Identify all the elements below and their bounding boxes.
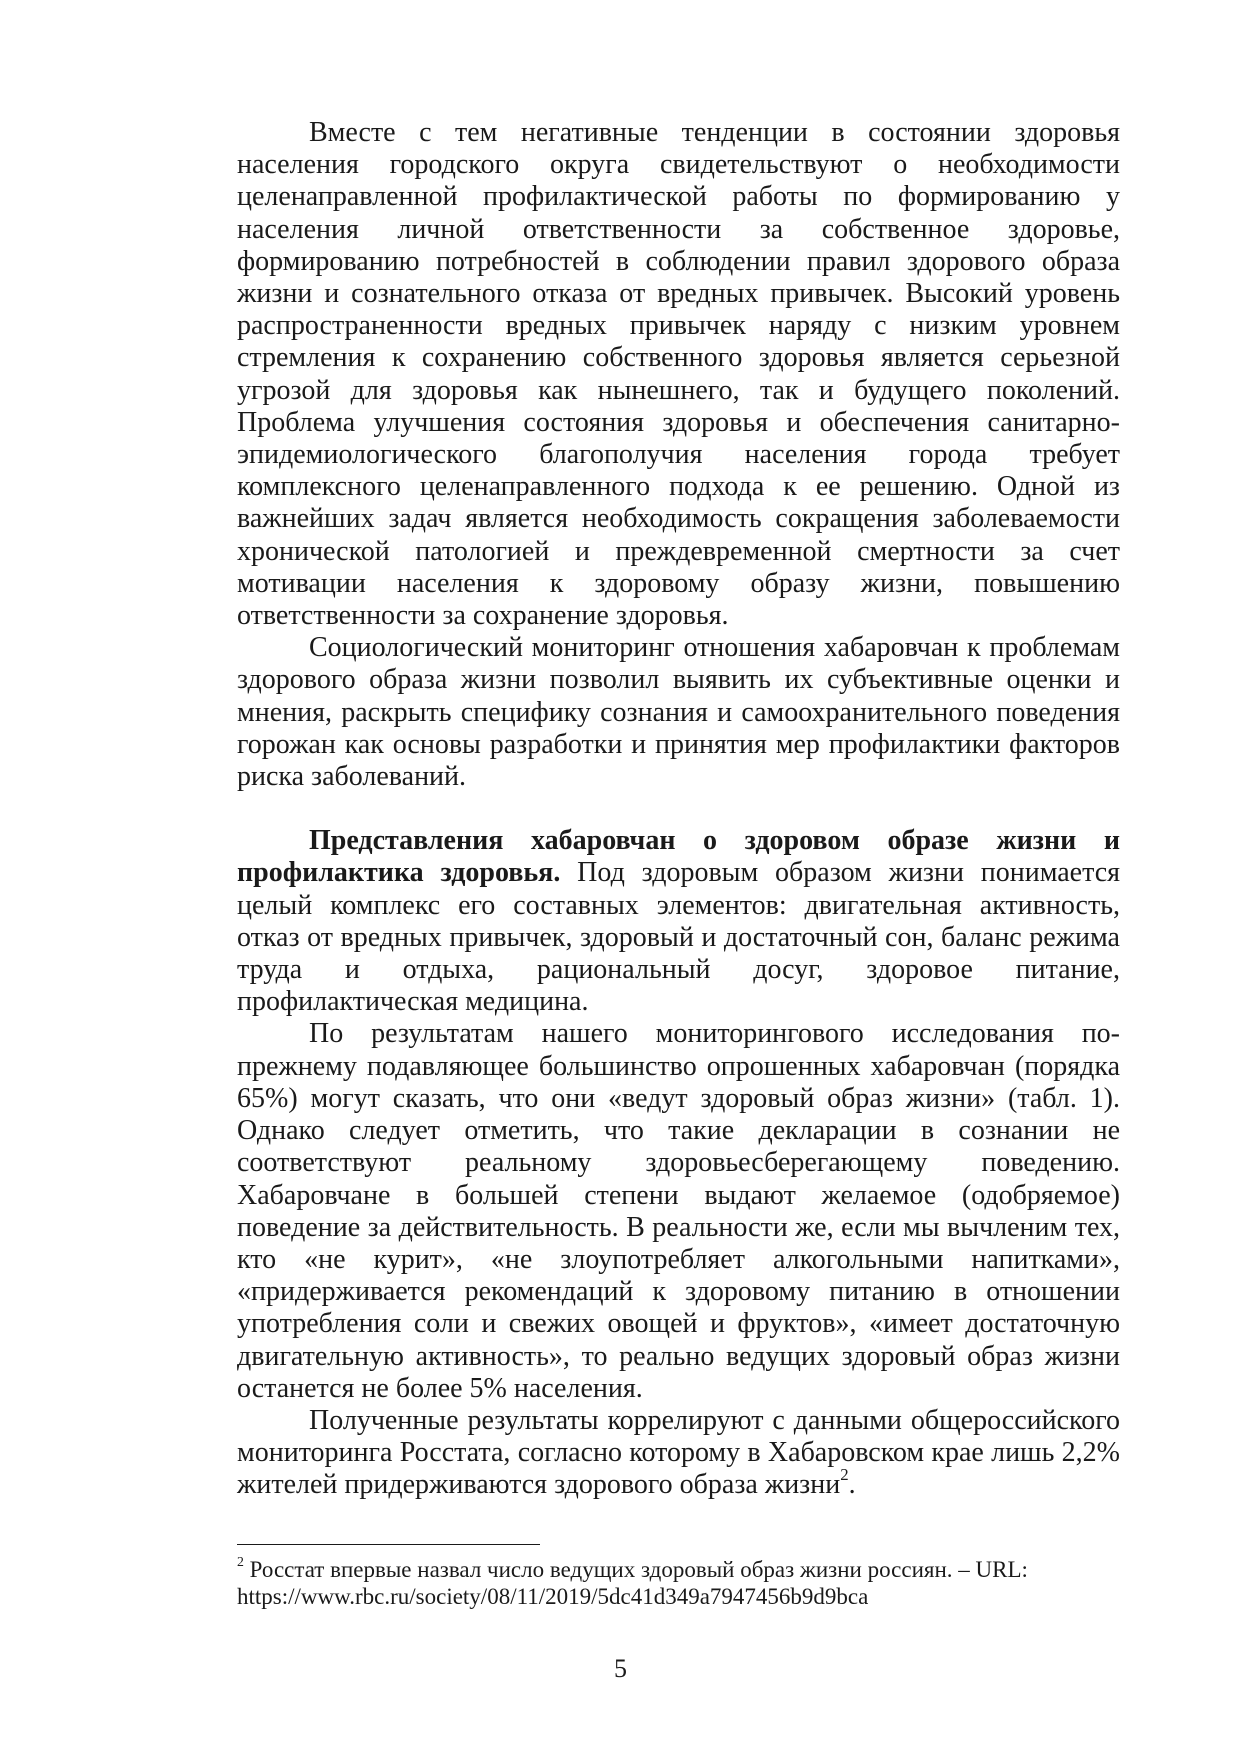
section-heading-continuation: Под здоровым образом жизни понимается целый комплекс его составных элементов: двигательная активность, отказ от вредных привычек, здоровый и достаточный сон, баланс режима труда и отдыха, рациональный досуг, здоровое питание, профилактическая медицина. — [237, 857, 1120, 1018]
footnote — [237, 1556, 1120, 1610]
paragraph-monitoring-results: По результатам нашего мониторингового исследования по-прежнему подавляющее большинство опрошенных хабаровчан (порядка 65%) могут сказать, что они «ведут здоровый образ жизни» (табл. 1). Однако следует отметить, что такие декларации в сознании не соответствуют реальному здоровьесберегающему поведению. Хабаровчане в большей степени выдают желаемое (одобряемое) поведение за действительность. В реальности же, если мы вычленим тех, кто «не курит», «не злоупотребляет алкогольными напитками», «придерживается рекомендаций к здоровому питанию в отношении употребления соли и свежих овощей и фруктов», «имеет достаточную двигательную активность», то реально ведущих здоровый образ жизни останется не более 5% населения. — [237, 1018, 1120, 1404]
paragraph-negative-trends: Вместе с тем негативные тенденции в состоянии здоровья населения городского округа свидетельствуют о необходимости целенаправленной профилактической работы по формированию у населения личной ответственности за собственное здоровье, формированию потребностей в соблюдении правил здорового образа жизни и сознательного отказа от вредных привычек. Высокий уровень распространенности вредных привычек наряду с низким уровнем стремления к сохранению собственного здоровья является серьезной угрозой для здоровья как нынешнего, так и будущего поколений. Проблема улучшения состояния здоровья и обеспечения санитарно-эпидемиологического благополучия населения города требует комплексного целенаправленного подхода к ее решению. Одной из важнейших задач является необходимость сокращения заболеваемости хронической патологией и преждевременной смертности за счет мотивации населения к здоровому образу жизни, повышению ответственности за сохранение здоровья. — [237, 117, 1120, 632]
footnote-separator — [237, 1544, 540, 1545]
paragraph-rosstat-text: Полученные результаты коррелируют с данными общероссийского мониторинга Росстата, согласно которому в Хабаровском крае лишь 2,2% жителей придерживаются здорового образа жизни — [237, 1404, 1120, 1501]
footnote-marker: 2 — [237, 1554, 244, 1570]
paragraph-rosstat-correlation — [237, 1405, 1120, 1502]
body-text — [237, 117, 1120, 1502]
paragraph-healthy-lifestyle-definition — [237, 825, 1120, 1018]
section-heading: Представления хабаровчан о здоровом образе жизни и профилактика здоровья. — [237, 825, 1120, 889]
paragraph-sociological-monitoring: Социологический мониторинг отношения хабаровчан к проблемам здорового образа жизни позволил выявить их субъективные оценки и мнения, раскрыть специфику сознания и самоохранительного поведения горожан как основы разработки и принятия мер профилактики факторов риска заболеваний. — [237, 632, 1120, 793]
page-number: 5 — [614, 1654, 627, 1683]
paragraph-spacer — [237, 793, 1120, 825]
paragraph-rosstat-end: . — [848, 1469, 856, 1501]
footnote-url-link[interactable]: https://www.rbc.ru/society/08/11/2019/5dc41d349a7947456b9d9bca — [237, 1584, 869, 1609]
footnote-reference[interactable]: 2 — [840, 1465, 849, 1485]
footnote-text: Росстат впервые назвал число ведущих здоровый образ жизни россиян. – URL: — [243, 1557, 1028, 1582]
